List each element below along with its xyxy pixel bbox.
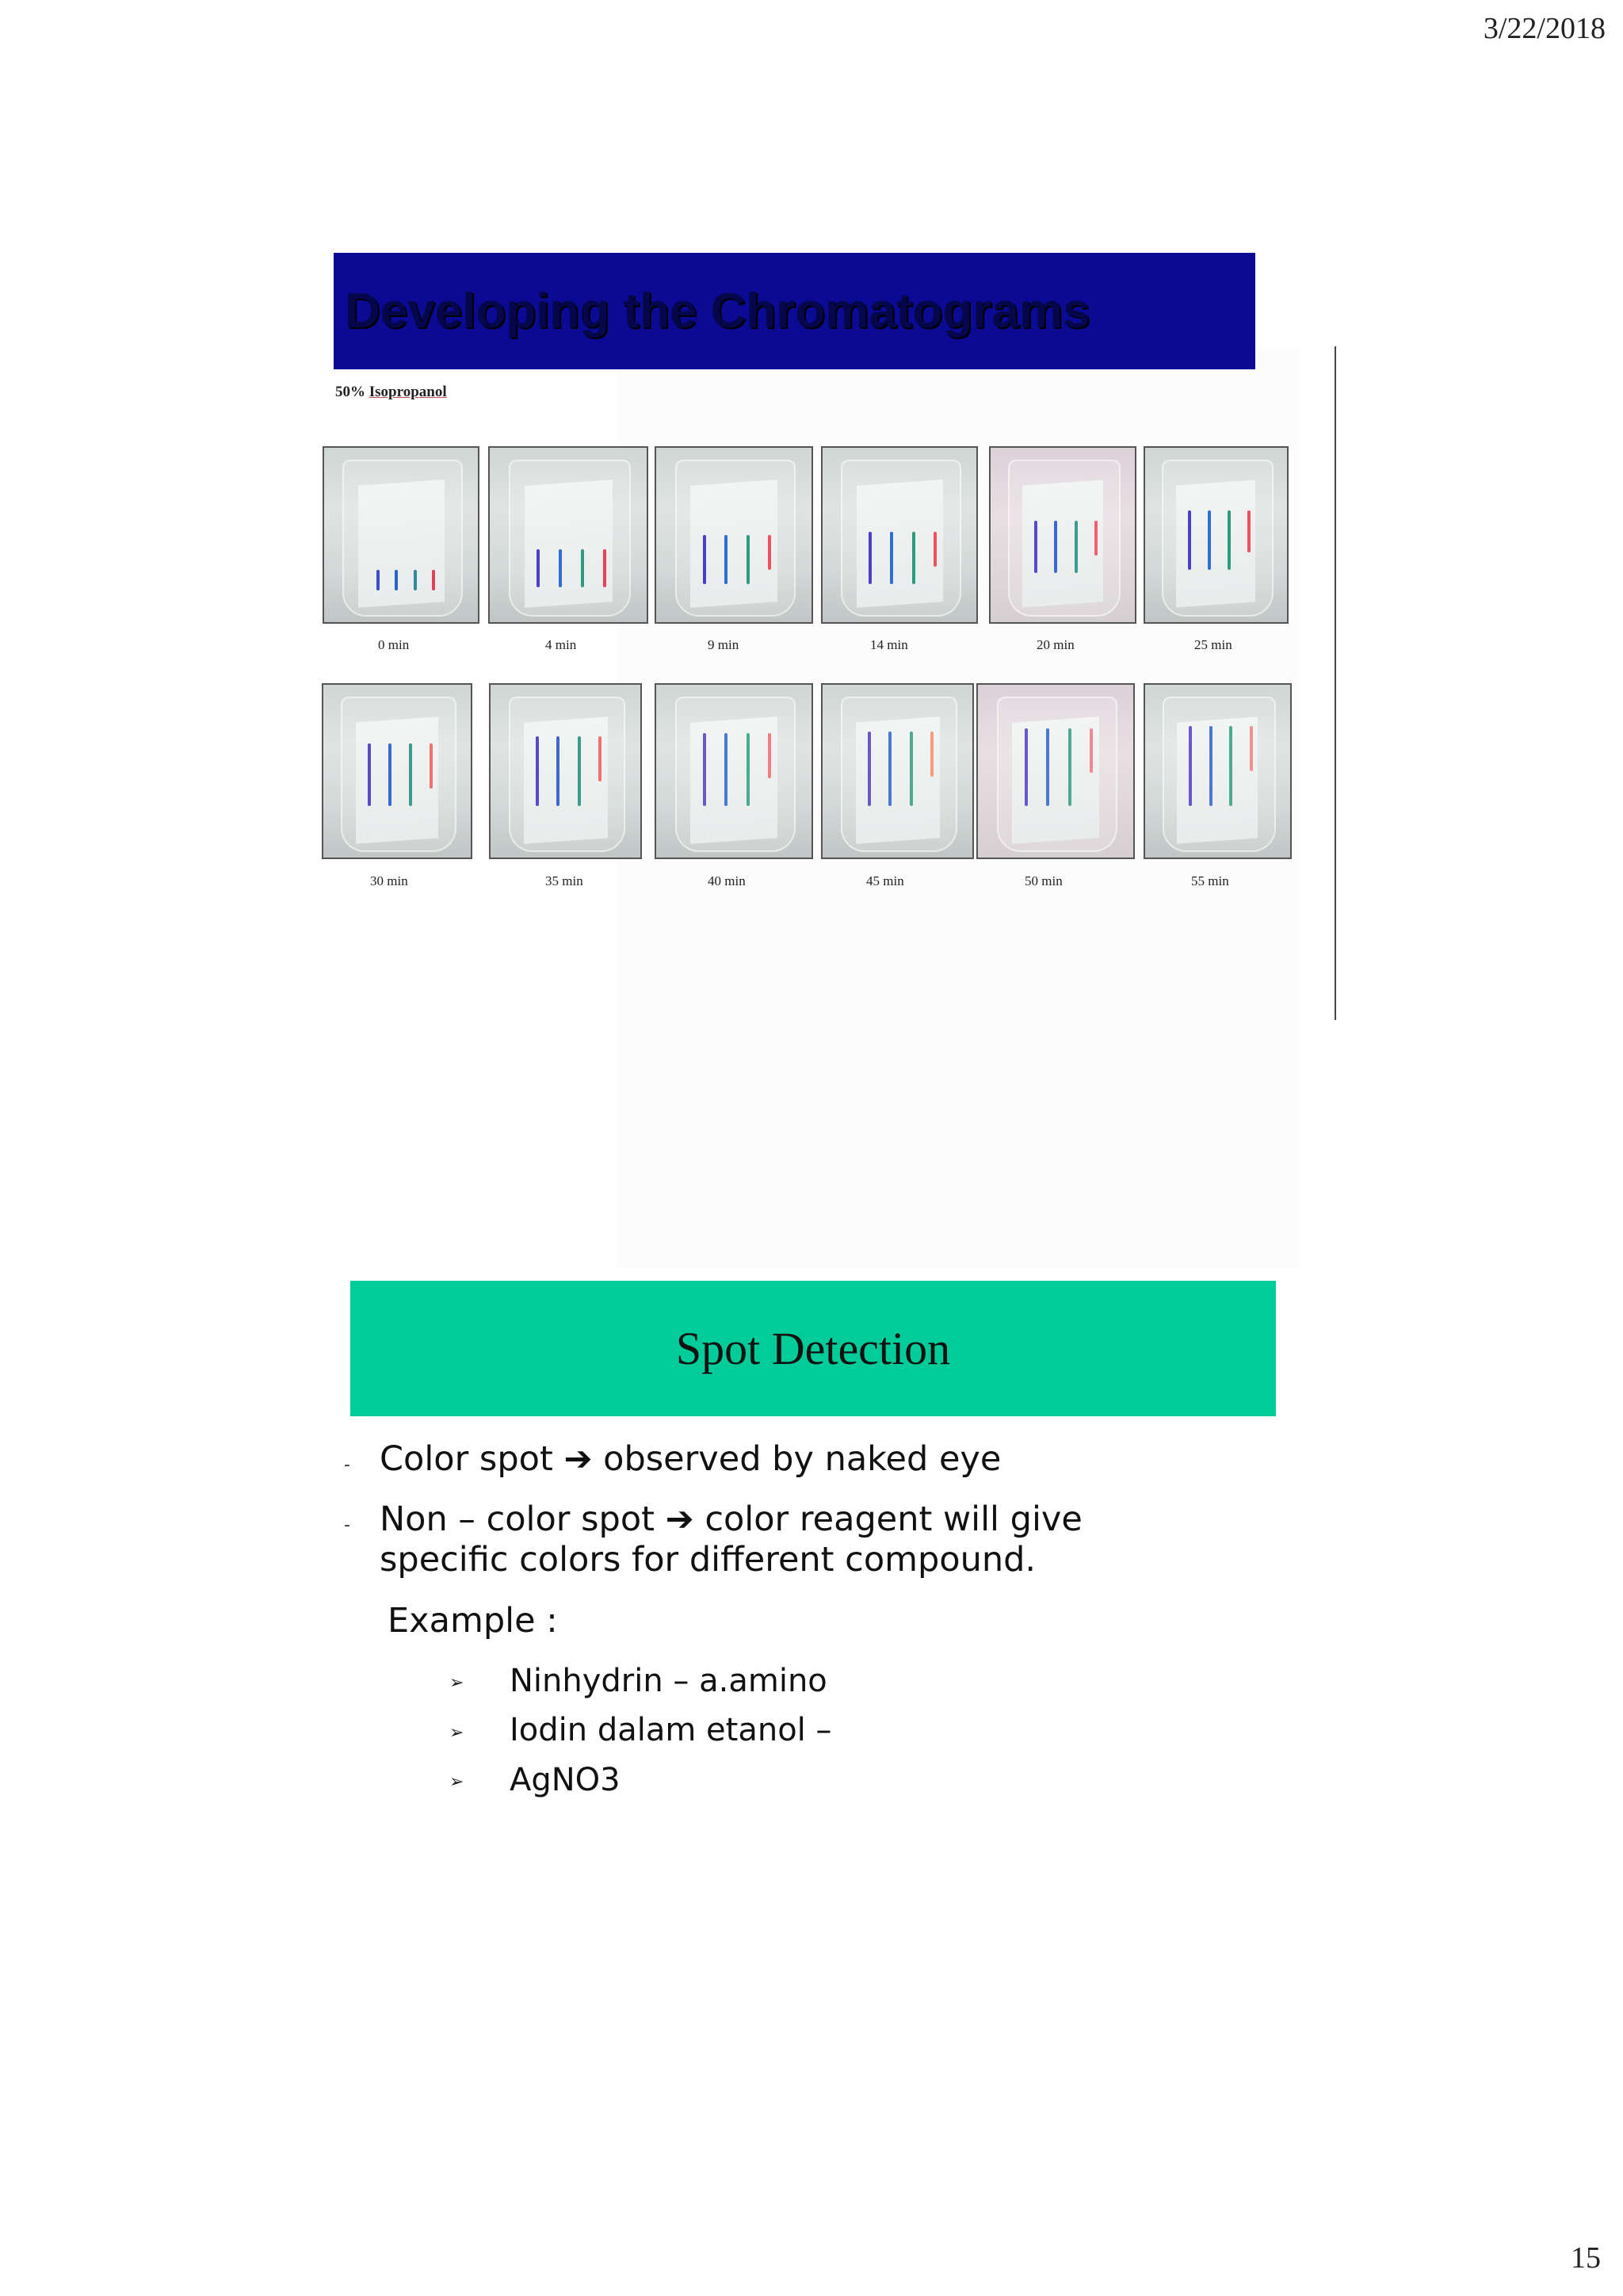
dye-spot: [1025, 728, 1028, 806]
subtitle-main: Isopropanol: [369, 384, 447, 400]
photo-caption: 40 min: [708, 873, 746, 888]
dye-spot: [376, 570, 380, 590]
arrow-bullet-icon: ➢: [449, 1772, 464, 1792]
dye-spot: [934, 532, 937, 567]
photo-caption: 25 min: [1194, 637, 1232, 652]
bullet-text-continued: specific colors for different compound.: [380, 1540, 1037, 1580]
dye-spot: [1034, 521, 1037, 573]
chromatogram-photo: [821, 446, 978, 624]
chromatogram-photo: [1144, 446, 1289, 624]
photo-caption: 14 min: [870, 637, 908, 652]
bullet-dash-icon: -: [344, 1455, 350, 1475]
dye-spot: [912, 532, 915, 584]
dye-spot: [890, 532, 893, 584]
slide1-title: Developing the Chromatograms: [345, 284, 1090, 338]
slide2-title: Spot Detection: [675, 1323, 951, 1374]
dye-spot: [1209, 726, 1212, 805]
photo-caption: 55 min: [1191, 873, 1229, 888]
chromatogram-photo: [821, 683, 974, 859]
dye-spot: [747, 733, 750, 806]
bullet-dash-icon: -: [344, 1515, 350, 1535]
dye-spot: [1094, 521, 1098, 556]
dye-spot: [414, 570, 417, 590]
photo-caption: 30 min: [370, 873, 408, 888]
page-date: 3/22/2018: [1483, 12, 1606, 45]
dye-spot: [910, 732, 913, 806]
dye-spot: [368, 743, 371, 805]
photo-caption: 45 min: [866, 873, 904, 888]
dye-spot: [1228, 510, 1231, 570]
dye-spot: [724, 535, 727, 584]
chromatogram-photo: [1144, 683, 1292, 859]
dye-spot: [888, 732, 892, 806]
bullet-text: Non – color spot ➔ color reagent will give: [380, 1499, 1083, 1539]
dye-spot: [1189, 726, 1192, 805]
arrow-bullet-icon: ➢: [449, 1673, 464, 1693]
photo-caption: 35 min: [545, 873, 583, 888]
dye-spot: [603, 549, 606, 587]
example-item: Iodin dalam etanol –: [510, 1712, 832, 1748]
dye-spot: [388, 743, 391, 805]
dye-spot: [869, 532, 872, 584]
dye-spot: [703, 733, 706, 806]
dye-spot: [703, 535, 706, 584]
chromatogram-photo: [655, 683, 813, 859]
dye-spot: [1229, 726, 1232, 805]
example-label: Example :: [388, 1601, 558, 1641]
dye-spot: [1250, 726, 1253, 771]
slide1-title-bar: [334, 253, 1255, 369]
dye-spot: [868, 732, 871, 806]
dye-spot: [556, 736, 559, 805]
chromatogram-photo: [323, 446, 479, 624]
bullet-text: Color spot ➔ observed by naked eye: [380, 1439, 1002, 1479]
slide-divider-line: [1335, 346, 1336, 1020]
chromatogram-photo: [655, 446, 813, 624]
dye-spot: [598, 736, 601, 781]
dye-spot: [559, 549, 562, 587]
photo-caption: 9 min: [708, 637, 739, 652]
dye-spot: [1247, 510, 1251, 552]
dye-spot: [1208, 510, 1211, 570]
chromatogram-photo: [488, 446, 648, 624]
dye-spot: [1075, 521, 1078, 573]
dye-spot: [747, 535, 750, 584]
dye-spot: [581, 549, 584, 587]
dye-spot: [1046, 728, 1049, 806]
page-number: 15: [1571, 2241, 1601, 2275]
dye-spot: [768, 535, 771, 570]
dye-spot: [578, 736, 581, 805]
dye-spot: [930, 732, 934, 777]
dye-spot: [1054, 521, 1057, 573]
example-item: Ninhydrin – a.amino: [510, 1663, 827, 1699]
dye-spot: [1068, 728, 1071, 806]
chromatogram-photo: [976, 683, 1135, 859]
dye-spot: [537, 549, 540, 587]
dye-spot: [1090, 728, 1093, 774]
dye-spot: [768, 733, 771, 778]
photo-caption: 0 min: [378, 637, 410, 652]
photo-caption: 20 min: [1037, 637, 1075, 652]
photo-caption: 50 min: [1025, 873, 1063, 888]
slide1-subtitle: [335, 384, 447, 401]
dye-spot: [395, 570, 398, 590]
dye-spot: [409, 743, 412, 805]
dye-spot: [536, 736, 539, 805]
example-item: AgNO3: [510, 1762, 621, 1798]
photo-caption: 4 min: [545, 637, 577, 652]
paper-graphic: [525, 479, 613, 608]
dye-spot: [724, 733, 727, 806]
slide2-title-bar: [350, 1281, 1276, 1416]
subtitle-prefix: 50%: [335, 384, 369, 400]
chromatogram-photo: [489, 683, 642, 859]
arrow-bullet-icon: ➢: [449, 1723, 464, 1743]
chromatogram-photo: [322, 683, 472, 859]
dye-spot: [432, 570, 435, 590]
dye-spot: [430, 743, 433, 789]
chromatogram-photo: [989, 446, 1136, 624]
dye-spot: [1188, 510, 1191, 570]
